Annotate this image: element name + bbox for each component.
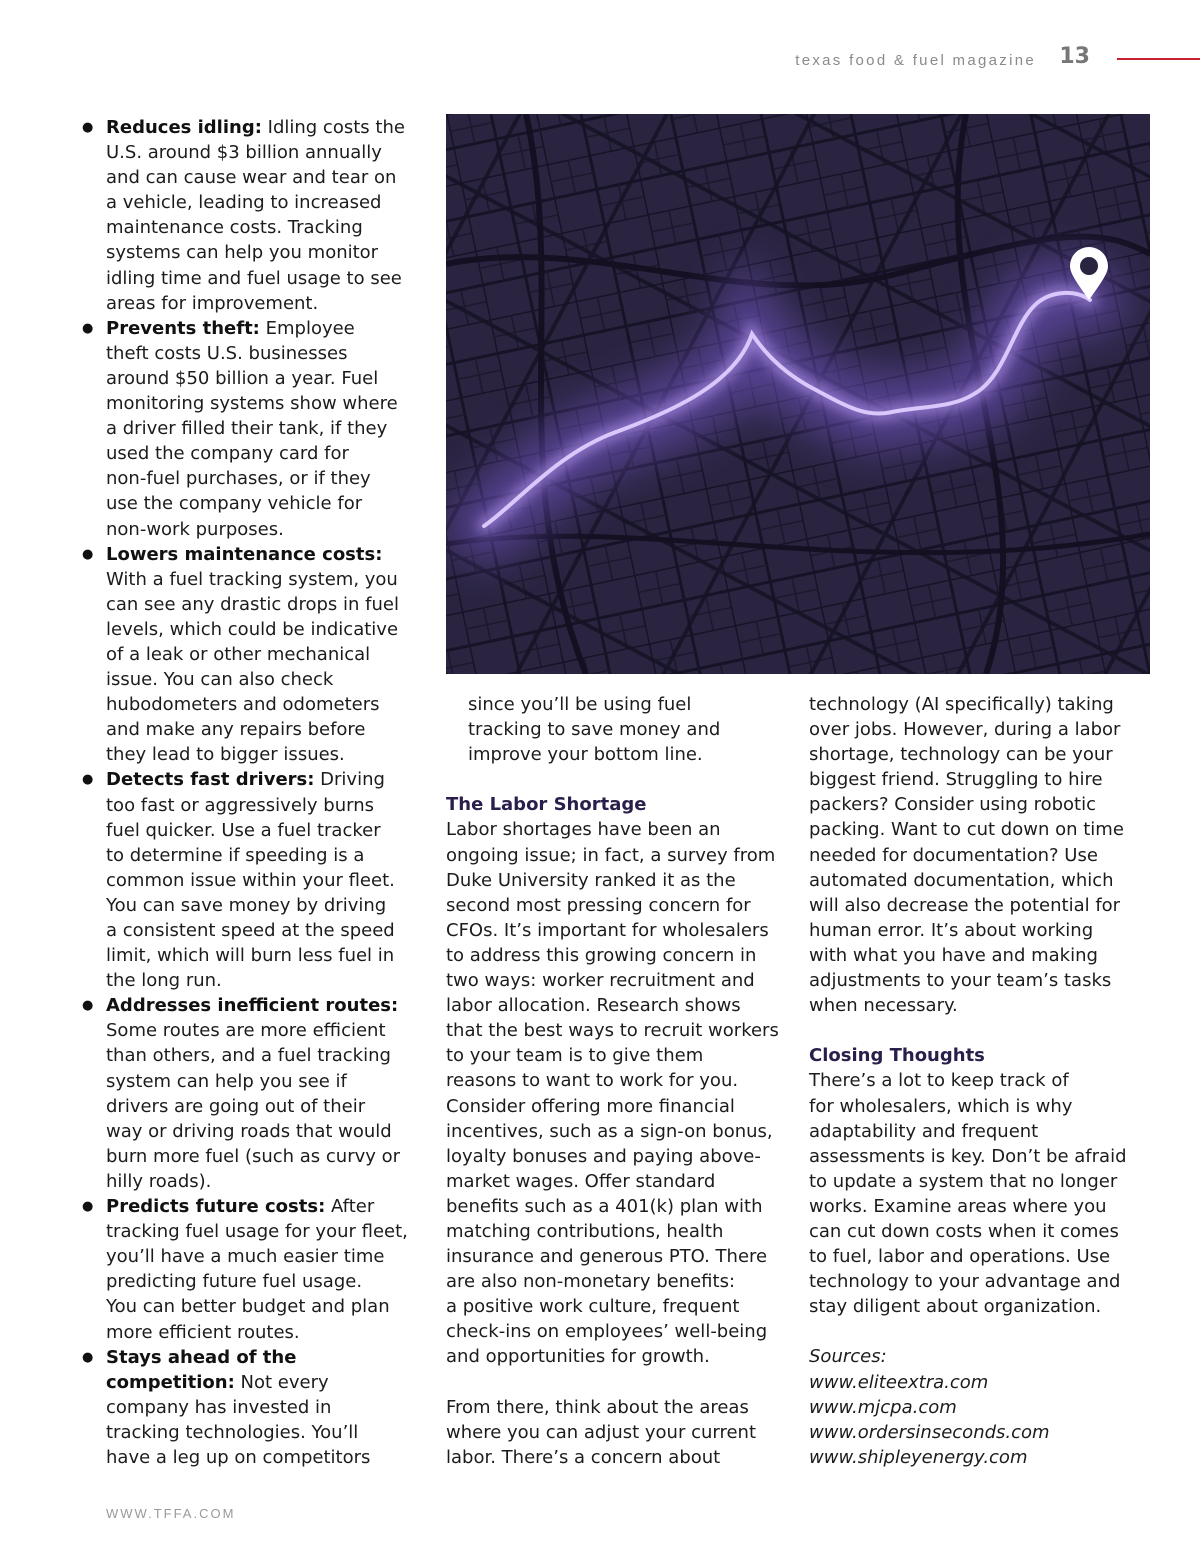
- list-item: ● Predicts future costs: After tracking fuel usage for your fleet, you’ll have a much easier time predicting future fuel usage. You can better budget and plan more efficient routes.: [80, 1194, 430, 1345]
- list-item: ● Addresses inefficient routes: Some routes are more efficient than others, and a fuel tracking system can help you see if drivers are going out of their way or driving roads that would burn more fuel (such as curvy or hilly roads).: [80, 993, 430, 1194]
- list-item: ● Detects fast drivers: Driving too fast or aggressively burns fuel quicker. Use a fuel tracker to determine if speeding is a common issue within your fleet. You can save money by driving a consistent speed at the speed limit, which will burn less fuel in the long run.: [80, 767, 430, 993]
- benefit-title: Lowers maintenance costs:: [106, 543, 383, 565]
- sources-label: Sources:: [809, 1346, 887, 1368]
- benefit-title: Reduces idling:: [106, 117, 262, 138]
- footer-url[interactable]: WWW.TFFA.COM: [106, 1506, 236, 1521]
- source-link[interactable]: www.eliteextra.com: [809, 1371, 989, 1393]
- page-number: 13: [1059, 44, 1090, 69]
- list-item: ● Stays ahead of the competition: Not every company has invested in tracking technologies. You’ll have a leg up on competitors: [80, 1345, 430, 1470]
- route-map-image: [446, 114, 1150, 674]
- list-item: ● Reduces idling: Idling costs the U.S. around $3 billion annually and can cause wear and tear on a vehicle, leading to increased maintenance costs. Tracking systems can help you monitor idling time and fuel usage to see areas for improvement.: [80, 115, 430, 316]
- list-item: ● Lowers maintenance costs: With a fuel tracking system, you can see any drastic drops in fuel levels, which could be indicative of a leak or other mechanical issue. You can also check hubodometers and odometers and make any repairs before they lead to bigger issues.: [80, 542, 430, 768]
- benefit-title: Stays ahead of the: [106, 1346, 297, 1368]
- benefits-list: [80, 115, 430, 1470]
- magazine-name: texas food & fuel magazine: [795, 52, 1036, 69]
- benefit-title: Predicts future costs:: [106, 1196, 326, 1218]
- source-link[interactable]: www.mjcpa.com: [809, 1396, 957, 1418]
- list-item: ● Prevents theft: Employee theft costs U.S. businesses around $50 billion a year. Fuel monitoring systems show where a driver filled their tank, if they used the company card for non-fuel purchases, or if they use the company vehicle for non-work purposes.: [80, 316, 430, 542]
- header-accent-rule: [1117, 58, 1200, 60]
- source-link[interactable]: www.shipleyenergy.com: [809, 1446, 1028, 1468]
- benefit-title: Addresses inefficient routes:: [106, 995, 399, 1017]
- page-header: [0, 44, 1200, 78]
- left-column: [80, 115, 430, 1470]
- right-column: technology (AI specifically) taking over jobs. However, during a labor shortage, technology can be your biggest friend. Struggling to hire packers? Consider using robotic packing. Want to cut down on time needed for documentation? Use automated documentation, which will also decrease the potential for human error. It’s about working with what you have and making adjustments to your team’s tasks when necessary. Closing Thoughts There’s a lot to keep track of for wholesalers, which is why adaptability and frequent assessments is key. Don’t be afraid to update a system that no longer works. Examine areas where you can cut down costs when it comes to fuel, labor and operations. Use technology to your advantage and stay diligent about organization. Sources: www.eliteextra.com www.mjcpa.com www.ordersinseconds.com www.shipleyenergy.com: [809, 692, 1154, 1470]
- benefit-title: Detects fast drivers:: [106, 769, 315, 791]
- middle-column: since you’ll be using fuel tracking to save money and improve your bottom line. The Labor Shortage Labor shortages have been an ongoing issue; in fact, a survey from Duke University ranked it as the second most pressing concern for CFOs. It’s important for wholesalers to address this growing concern in two ways: worker recruitment and labor allocation. Research shows that the best ways to recruit workers to your team is to give them reasons to want to work for you. Consider offering more financial incentives, such as a sign-on bonus, loyalty bonuses and paying above- market wages. Offer standard benefits such as a 401(k) plan with matching contributions, health insurance and generous PTO. There are also non-monetary benefits: a positive work culture, frequent check-ins on employees’ well-being and opportunities for growth. From there, think about the areas where you can adjust your current labor. There’s a concern about: [446, 692, 796, 1470]
- closing-thoughts-heading: Closing Thoughts: [809, 1045, 985, 1067]
- source-link[interactable]: www.ordersinseconds.com: [809, 1421, 1050, 1443]
- benefit-title: Prevents theft:: [106, 317, 260, 339]
- labor-shortage-heading: The Labor Shortage: [446, 794, 647, 816]
